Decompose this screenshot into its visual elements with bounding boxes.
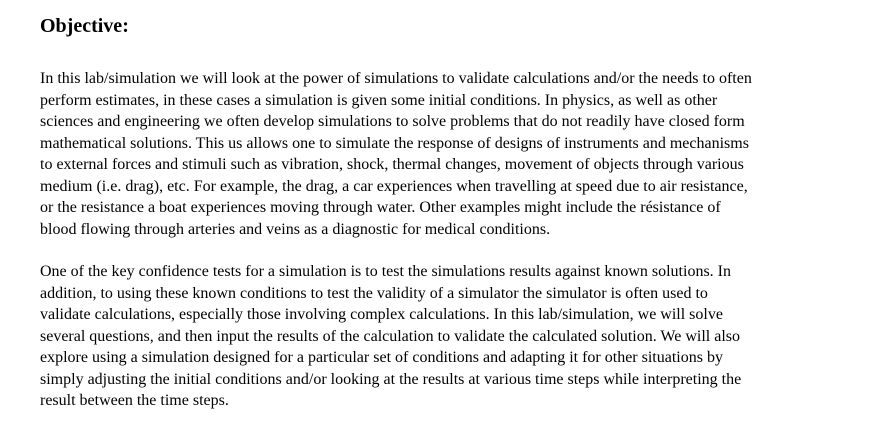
paragraph-line: sciences and engineering we often develop simulations to solve problems that do not readily have closed form (40, 113, 745, 130)
paragraph-line: addition, to using these known conditions to test the validity of a simulator the simulator is often used to (40, 284, 708, 302)
paragraph-line: mathematical solutions. This us allows one to simulate the response of designs of instruments and mechanisms (40, 134, 749, 152)
paragraph-line: to external forces and stimuli such as vibration, shock, thermal changes, movement of objects through various (40, 156, 744, 173)
paragraph-line: explore using a simulation designed for a particular set of conditions and adapting it for other situations by (40, 349, 723, 366)
paragraph-line: One of the key confidence tests for a simulation is to test the simulations results against known solutions. In (40, 263, 731, 280)
paragraph-line: or the resistance a boat experiences moving through water. Other examples might include the résistance of (40, 199, 721, 216)
intro-paragraph (40, 68, 860, 240)
objective-heading: Objective: (40, 15, 129, 37)
paragraph-line: simply adjusting the initial conditions and/or looking at the results at various time steps while interpreting the (40, 370, 742, 388)
paragraph-line: validate calculations, especially those involving complex calculations. In this lab/simulation, we will solve (40, 306, 723, 323)
validation-paragraph (40, 261, 860, 412)
paragraph-line: blood flowing through arteries and veins as a diagnostic for medical conditions. (40, 220, 551, 238)
paragraph-line: result between the time steps. (40, 392, 229, 409)
paragraph-line: In this lab/simulation we will look at the power of simulations to validate calculations and/or the needs to often (40, 70, 752, 87)
paragraph-line: perform estimates, in these cases a simulation is given some initial conditions. In physics, as well as other (40, 91, 718, 109)
paragraph-line: medium (i.e. drag), etc. For example, the drag, a car experiences when travelling at speed due to air resistance, (40, 177, 748, 195)
paragraph-line: several questions, and then input the results of the calculation to validate the calculated solution. We will also (40, 327, 741, 345)
